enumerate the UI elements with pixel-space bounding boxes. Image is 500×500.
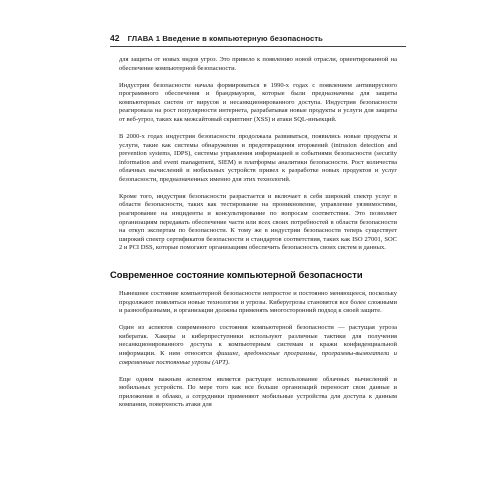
chapter-title (128, 34, 323, 43)
running-head (110, 33, 406, 45)
paragraph-cloud-mobile: Еще одним важным аспектом является растущее использование облачных вычислений и мобильных устройств. По мере того как все больше организаций переносят свои данные и приложения в облако, а сотрудники применяют мобильные устройства для доступа к данным компании, поверхность атаки для (119, 375, 397, 409)
paragraph-current-state: Нынешнее состояние компьютерной безопасности непростое и постоянно меняющееся, поскольку продолжают появляться новые технологии и угрозы. Киберугрозы становятся все более сложными и разнообразными, и организации должны применять многосторонний подход к своей защите. (119, 290, 397, 315)
paragraph-industry-origins: Индустрия безопасности начала формироваться в 1990-х годах с появлением антивирусного программного обеспечения и брандмауэров, которые были предназначены для защиты компьютерных систем от вирусов и несанкционированного доступа. Индустрия безопасности реагировала на рост популярности интернета, разрабатывая новые продукты и услуги для защиты от веб-угроз, таких как межсайтовый скриптинг (XSS) и атаки SQL-инъекций. (119, 81, 397, 123)
chapter-name: Введение в компьютерную безопасность (162, 34, 323, 43)
header-rule (110, 46, 406, 47)
paragraph-cyberattacks-end: . (228, 358, 230, 366)
section-heading: Современное состояние компьютерной безопасности (110, 269, 363, 281)
paragraph-industry-services: Кроме того, индустрия безопасности разрастается и включает в себя широкий спектр услуг в области безопасности, таких как тестирование на проникновение, управление уязвимостями, реагирование на инциденты и консультирование по вопросам соответствия. Это позволяет организациям передавать обеспечение части или всех своих потребностей в области безопасности на откуп экспертам по безопасности. К тому же в индустрии безопасности теперь существует широкий спектр сертификатов безопасности и стандартов соответствия, таких как ISO 27001, SOC 2 и PCI DSS, которые помогают организациям обеспечить безопасность своих систем и данных. (119, 192, 397, 252)
page-number: 42 (110, 33, 120, 43)
paragraph-cyberattacks (119, 324, 397, 367)
paragraph-continuation: для защиты от новых видов угроз. Это привело к появлению новой отрасли, ориентированной на обеспечение компьютерной безопасности. (119, 56, 397, 72)
chapter-label: ГЛАВА 1 (127, 34, 161, 43)
body-text (110, 56, 397, 418)
paragraph-industry-2000s: В 2000-х годах индустрия безопасности продолжала развиваться, появились новые продукты и услуги, такие как системы обнаружения и предотвращения вторжений (intrusion detection and prevention systems, IDPS), системы управления информацией и событиями безопасности (security information and event management, SIEM) и платформы аналитики безопасности. Рост количества облачных вычислений и мобильных устройств привел к разработке новых продуктов и услуг безопасности, предназначенных именно для этих технологий. (119, 132, 397, 183)
paragraph-cyberattacks-text: Один из аспектов современного состояния компьютерной безопасности — растущая угроза кибератак. Хакеры и киберпреступники используют различные тактики для получения несанкционированного доступа к компьютерным системам и кражи конфиденциальной информации. К ним относятся (119, 324, 397, 357)
threat-types-emphasis: фишинг, вредоносные программы, программы-вымогатели и современные постоянные угрозы (APT) (119, 350, 397, 366)
